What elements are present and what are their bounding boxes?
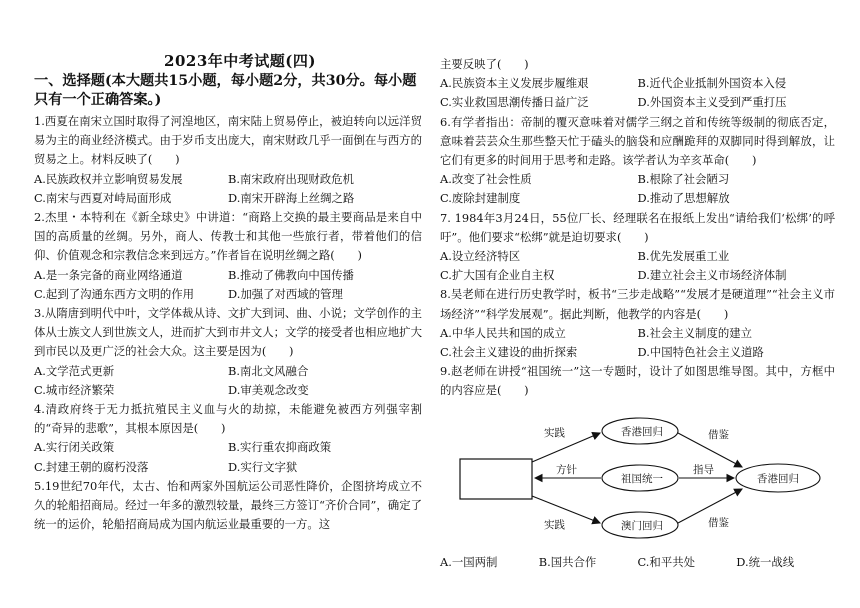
question-5-continued <box>440 55 835 113</box>
option-d: D.建立社会主义市场经济体制 <box>637 268 787 283</box>
question-2 <box>34 208 422 304</box>
question-stem: 主要反映了( ) <box>440 57 529 71</box>
question-stem: 4.清政府终于无力抵抗殖民主义血与火的劫掠，未能避免被西方列强宰割的“奇异的悲歌”，其根本原因是( ) <box>34 402 422 436</box>
edge-guideline-label: 方针 <box>556 463 577 476</box>
question-stem: 7. 1984年3月24日，55位厂长、经理联名在报纸上发出“请给我们‘松绑’的呼吁”。他们要求“松绑”就是迫切要求( ) <box>440 210 835 244</box>
option-d: D.审美观念改变 <box>228 382 309 397</box>
option-b: B.近代企业抵制外国资本入侵 <box>637 76 787 91</box>
option-b: B.社会主义制度的建立 <box>637 325 753 340</box>
edge-reference-top-label: 借鉴 <box>708 428 729 441</box>
question-stem: 9.赵老师在讲授“祖国统一”这一专题时，设计了如图思维导图。其中，方框中的内容应是( ) <box>440 364 835 398</box>
option-b: B.优先发展重工业 <box>637 249 730 264</box>
question-stem: 2.杰里・本特利在《新全球史》中讲道：“商路上交换的最主要商品是来自中国的高质量的丝绸。另外，商人、传教士和其他一些旅行者，带着他们的信仰、价值观念和宗教信念来到远方。”作者旨在说明丝绸之路( ) <box>34 210 422 263</box>
option-a: A.一国两制 <box>440 554 498 569</box>
option-d: D.南宋开辟海上丝绸之路 <box>228 190 355 205</box>
option-b: B.南宋政府出现财政危机 <box>228 171 354 186</box>
edge-reference-bottom-label: 借鉴 <box>708 516 729 529</box>
question-stem: 3.从隋唐到明代中叶，文学体裁从诗、文扩大到词、曲、小说；文学创作的主体从士族文人到世族文人，进而扩大到市井文人；文学的接受者也相应地扩大到市民以及更广泛的社会大众。这主要是因为( ) <box>34 306 422 359</box>
question-stem: 1.西夏在南宋立国时取得了河湟地区，南宋陆上贸易停止，被迫转向以远洋贸易为主的商业经济模式。由于岁币支出庞大，南宋财政几乎一面倒在与西方的贸易之上。材料反映了( ) <box>34 114 422 167</box>
mind-map-diagram <box>440 407 835 547</box>
question-8 <box>440 285 835 362</box>
option-c: C.废除封建制度 <box>440 191 521 206</box>
right-column <box>440 55 835 572</box>
option-b: B.实行重农抑商政策 <box>228 440 332 455</box>
left-column <box>34 50 422 534</box>
option-a: A.实行闭关政策 <box>34 440 115 455</box>
option-d: D.加强了对西域的管理 <box>228 286 343 301</box>
option-d: D.中国特色社会主义道路 <box>637 345 764 360</box>
option-c: C.和平共处 <box>637 554 695 569</box>
option-d: D.实行文字狱 <box>228 459 298 474</box>
option-c: C.实业救国思潮传播日益广泛 <box>440 95 589 110</box>
option-d: D.推动了思想解放 <box>637 191 730 206</box>
arrow-practice-top <box>532 433 600 462</box>
option-c: C.社会主义建设的曲折探索 <box>440 345 578 360</box>
option-c: C.南宋与西夏对峙局面形成 <box>34 190 172 205</box>
option-b: B.推动了佛教向中国传播 <box>228 267 354 282</box>
option-b: B.国共合作 <box>538 554 597 569</box>
node-center-label: 祖国统一 <box>621 472 663 485</box>
section-heading: 一、选择题(本大题共15小题，每小题2分，共30分。每小题只有一个正确答案。) <box>34 73 417 108</box>
option-a: A.设立经济特区 <box>440 249 521 264</box>
question-6 <box>440 113 835 209</box>
option-d: D.外国资本主义受到严重打压 <box>637 95 787 110</box>
edge-guide-label: 指导 <box>693 463 714 476</box>
option-a: A.改变了社会性质 <box>440 172 532 187</box>
answer-box <box>460 459 532 499</box>
question-9 <box>440 362 835 572</box>
option-a: A.文学范式更新 <box>34 363 115 378</box>
question-1 <box>34 112 422 208</box>
question-stem: 8.吴老师在进行历史教学时，板书“三步走战略”“发展才是硬道理”“社会主义市场经济”“科学发展观”。据此判断，他教学的内容是( ) <box>440 287 835 321</box>
option-c: C.封建王朝的腐朽没落 <box>34 459 149 474</box>
node-hk-right-label: 香港回归 <box>757 472 799 485</box>
option-a: A.民族政权并立影响贸易发展 <box>34 171 183 186</box>
page-title: 2023年中考试题(四) <box>164 52 316 70</box>
option-b: B.南北文风融合 <box>228 363 309 378</box>
arrow-practice-bottom <box>532 496 600 523</box>
edge-practice-bottom-label: 实践 <box>544 518 565 531</box>
edge-practice-top-label: 实践 <box>544 426 565 439</box>
node-macau-label: 澳门回归 <box>621 519 663 532</box>
option-c: C.起到了沟通东西方文明的作用 <box>34 286 195 301</box>
option-c: C.城市经济繁荣 <box>34 382 115 397</box>
option-a: A.是一条完备的商业网络通道 <box>34 267 183 282</box>
node-hk-left-label: 香港回归 <box>621 425 663 438</box>
option-d: D.统一战线 <box>736 554 795 569</box>
question-4 <box>34 400 422 477</box>
question-stem: 6.有学者指出：帝制的覆灭意味着对儒学三纲之首和传统等级制的彻底否定，意味着芸芸众生那些整天忙于磕头的脑袋和应酬跪拜的双脚同时得到解放，让它们有更多的时间用于思考和走路。该学者认为辛亥革命( ) <box>440 114 835 168</box>
question-3 <box>34 304 422 400</box>
option-a: A.中华人民共和国的成立 <box>440 325 566 340</box>
question-5 <box>34 477 422 535</box>
option-c: C.扩大国有企业自主权 <box>440 268 555 283</box>
option-b: B.根除了社会陋习 <box>637 172 730 187</box>
option-a: A.民族资本主义发展步履维艰 <box>440 76 589 91</box>
question-stem: 5.19世纪70年代，太古、怡和两家外国航运公司恶性降价，企图挤垮成立不久的轮船招商局。经过一年多的激烈较量，最终三方签订“齐价合同”，确定了统一的运价，轮船招商局成为国内航运业最重要的一方。这 <box>34 478 422 532</box>
question-7 <box>440 209 835 286</box>
